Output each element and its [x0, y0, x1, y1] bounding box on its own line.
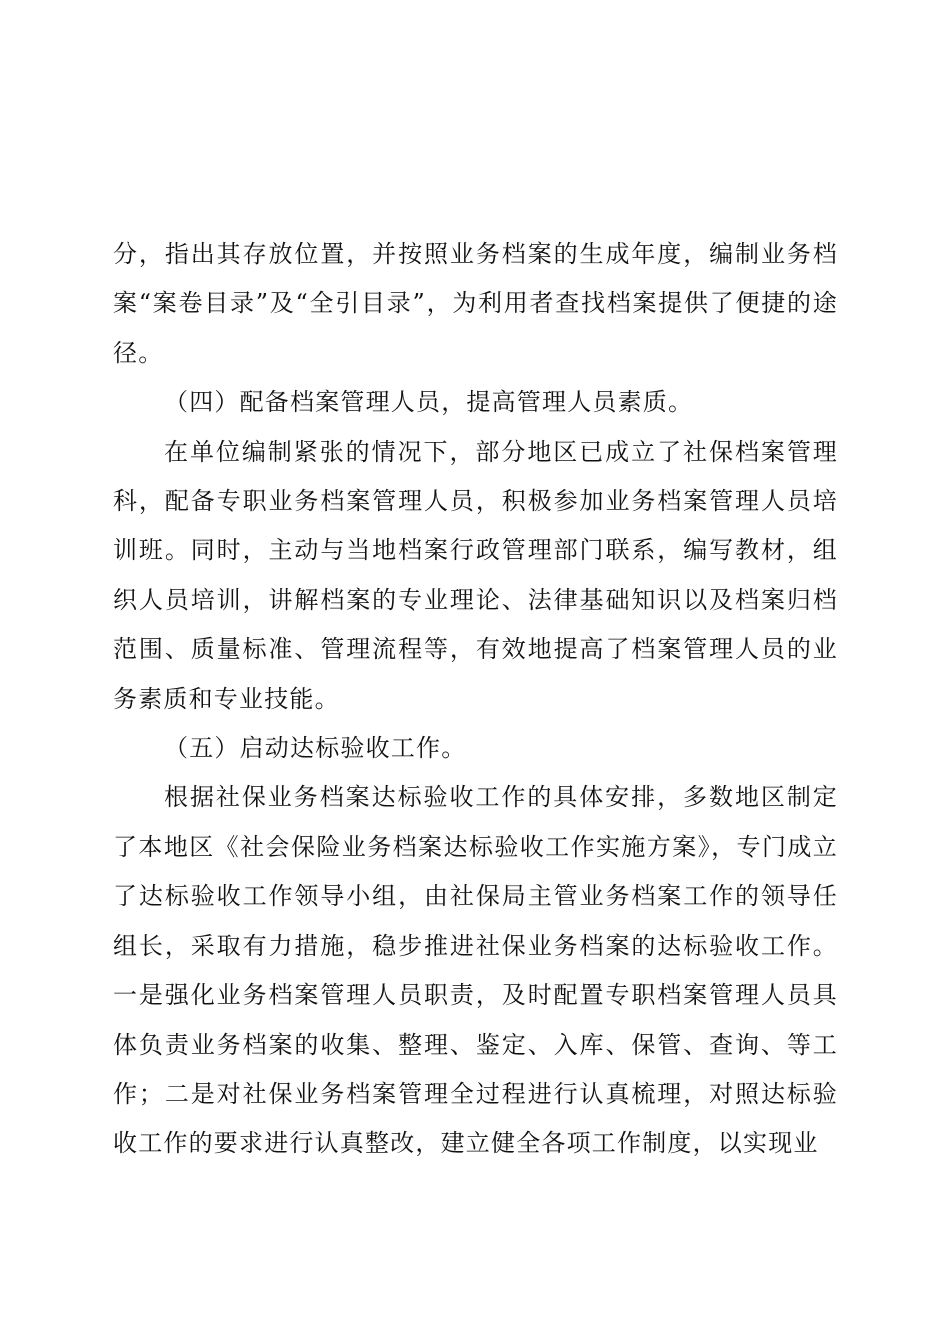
paragraph-continuation: 分，指出其存放位置，并按照业务档案的生成年度，编制业务档案“案卷目录”及“全引目录”，为利用者查找档案提供了便捷的途径。 [113, 240, 838, 367]
section-heading-4: （四）配备档案管理人员，提高管理人员素质。 [164, 388, 694, 417]
section-heading-5: （五）启动达标验收工作。 [164, 734, 467, 763]
document-body [113, 230, 838, 1169]
paragraph-acceptance: 根据社保业务档案达标验收工作的具体安排，多数地区制定了本地区《社会保险业务档案达标验收工作实施方案》，专门成立了达标验收工作领导小组，由社保局主管业务档案工作的领导任组长，采取有力措施，稳步推进社保业务档案的达标验收工作。一是强化业务档案管理人员职责，及时配置专职档案管理人员具体负责业务档案的收集、整理、鉴定、入库、保管、查询、等工作；二是对社保业务档案管理全过程进行认真梳理，对照达标验收工作的要求进行认真整改，建立健全各项工作制度，以实现业 [113, 783, 838, 1158]
paragraph-staffing: 在单位编制紧张的情况下，部分地区已成立了社保档案管理科，配备专职业务档案管理人员，积极参加业务档案管理人员培训班。同时，主动与当地档案行政管理部门联系，编写教材，组织人员培训，讲解档案的专业理论、法律基础知识以及档案归档范围、质量标准、管理流程等，有效地提高了档案管理人员的业务素质和专业技能。 [113, 437, 838, 713]
